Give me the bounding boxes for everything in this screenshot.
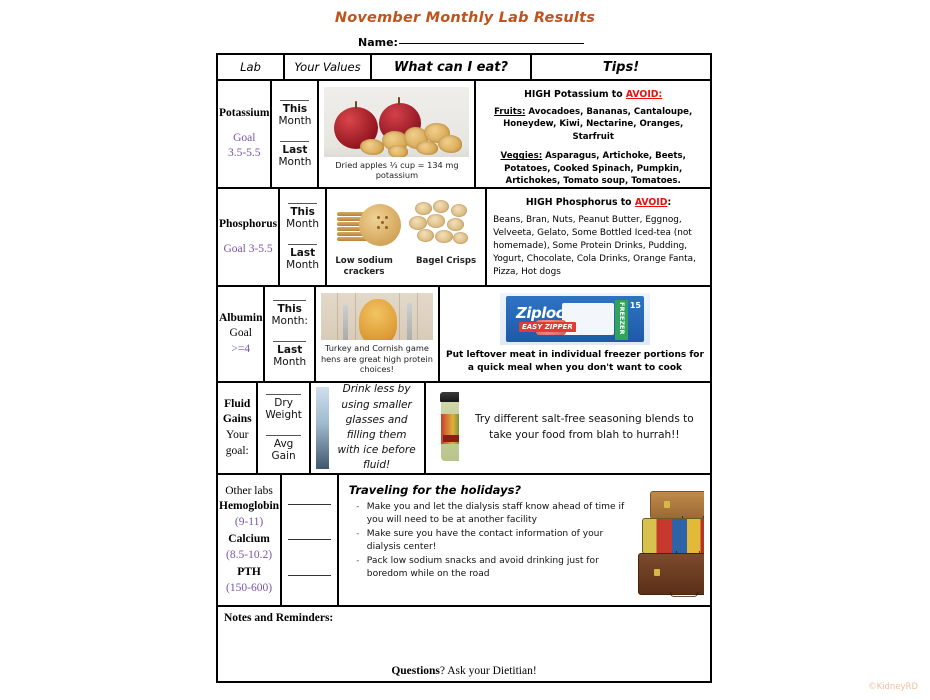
tips-cell-albumin (440, 287, 710, 381)
name-field-row (358, 36, 584, 49)
page-title: November Monthly Lab Results (334, 10, 596, 26)
values-cell-fluid-gains[interactable] (258, 383, 310, 473)
notes-section[interactable] (218, 607, 710, 681)
fluid-tip-note: Drink less by using smaller glasses and filling them with ice before fluid! (337, 383, 416, 472)
eat-cell-potassium (319, 81, 476, 187)
table-row-albumin (218, 287, 710, 383)
lab-goal-label-fluid-gains: Your goal: (225, 429, 249, 457)
lab-cell-other-labs (218, 475, 282, 605)
dry-weight-input-line[interactable] (266, 394, 300, 395)
lab-range-potassium: 3.5-5.5 (227, 147, 261, 160)
turkey-caption: Turkey and Cornish game hens are great high protein choices! (320, 343, 433, 375)
lab-goal-label-phosphorus: Goal 3-5.5 (223, 242, 273, 255)
traveling-section (339, 475, 710, 605)
traveling-title: Traveling for the holidays? (348, 483, 522, 497)
column-header-what-can-i-eat: What can I eat? (372, 55, 532, 79)
lab-cell-potassium (218, 81, 272, 187)
calcium-input-line[interactable] (288, 539, 331, 540)
veggies-list: Asparagus, Artichoke, Beets, Potatoes, Cooked Spinach, Pumpkin, Artichokes, Tomato soup, Tomatoes. (504, 151, 686, 187)
eat-cell-phosphorus (327, 189, 487, 285)
table-row-potassium (218, 81, 710, 189)
dried-apples-photo (324, 87, 469, 157)
notes-label: Notes and Reminders: (224, 612, 334, 624)
avg-gain-label: Avg Gain (271, 438, 296, 462)
lab-goal-label-potassium: Goal (233, 131, 256, 144)
lab-range-calcium: (8.5-10.2) (226, 548, 273, 561)
stacked-suitcases-photo (634, 483, 704, 601)
list-item (349, 528, 635, 554)
column-header-tips: Tips! (602, 59, 640, 75)
tips-cell-fluid-gains (426, 383, 710, 473)
lab-range-pth: (150-600) (226, 581, 273, 594)
name-label: Name: (358, 36, 398, 49)
list-item (349, 501, 635, 527)
avoid-keyword: AVOID (634, 197, 668, 208)
lab-range-albumin: >=4 (231, 342, 251, 355)
potassium-tip-heading: HIGH Potassium to AVOID: (524, 89, 663, 100)
traveling-item-text: Make sure you have the contact information of your dialysis center! (366, 528, 604, 552)
potassium-veggies-block (482, 150, 704, 187)
table-row-other-labs (218, 475, 710, 607)
bullet-marker: - (356, 528, 360, 539)
lab-name-phosphorus: Phosphorus (219, 217, 278, 230)
last-month-input-line-albumin[interactable] (273, 341, 305, 342)
fruits-label: Fruits: (494, 107, 526, 117)
last-month-input-line-phosphorus[interactable] (288, 244, 317, 245)
phosphorus-tip-heading: HIGH Phosphorus to AVOID: (525, 197, 672, 208)
eat-cell-albumin (316, 287, 440, 381)
table-header-row (218, 55, 710, 81)
pth-input-line[interactable] (288, 575, 331, 576)
values-cell-other-labs[interactable] (282, 475, 339, 605)
low-sodium-crackers-caption: Low sodium crackers (335, 255, 393, 277)
lab-cell-phosphorus (218, 189, 280, 285)
list-item (349, 555, 635, 581)
avoid-keyword: AVOID: (625, 89, 663, 100)
veggies-label: Veggies: (500, 151, 543, 162)
lab-name-fluid-gains: Fluid Gains (222, 397, 252, 426)
this-month-input-line-potassium[interactable] (280, 100, 309, 101)
ziploc-caption: Put leftover meat in individual freezer portions for a quick meal when you don't want to cook (446, 349, 704, 373)
fruits-list: Avocadoes, Bananas, Cantaloupe, Honeydew, Kiwi, Nectarine, Oranges, Starfruit (503, 107, 693, 142)
lab-range-hemoglobin: (9-11) (234, 515, 264, 528)
table-row-fluid-gains (218, 383, 710, 475)
this-month-label-potassium: This Month (278, 103, 312, 127)
values-cell-phosphorus[interactable] (280, 189, 327, 285)
column-header-lab: Lab (218, 55, 285, 79)
tips-cell-phosphorus (487, 189, 710, 285)
questions-rest: ? Ask your Dietitian! (439, 665, 537, 677)
other-labs-heading: Other labs (225, 484, 273, 497)
questions-footer (218, 665, 710, 677)
traveling-list (349, 501, 635, 580)
bullet-marker: - (356, 502, 360, 512)
hemoglobin-input-line[interactable] (288, 504, 331, 505)
table-row-phosphorus (218, 189, 710, 287)
last-month-input-line-potassium[interactable] (280, 141, 309, 142)
this-month-label-albumin: This Month: (271, 303, 308, 327)
seasoning-tip-note: Try different salt-free seasoning blends to take your food from blah to hurrah!! (475, 413, 694, 441)
lab-results-table (216, 53, 712, 683)
bagel-crisps-caption: Bagel Crisps (416, 255, 477, 266)
values-cell-albumin[interactable] (265, 287, 315, 381)
phosphorus-avoid-list: Beans, Bran, Nuts, Peanut Butter, Eggnog, Velveeta, Gelato, Some Bottled Iced-tea (not homemade), Some Protein Drinks, Pudding, Yogurt, Chocolate, Cola Drinks, Orange Fanta, Pizza, Hot dogs (493, 215, 696, 277)
lab-goal-label-albumin: Goal (229, 327, 252, 340)
copyright-footer: ©KidneyRD (868, 682, 918, 692)
salt-free-seasoning-jar-photo (434, 388, 459, 468)
eat-cell-fluid-gains (311, 383, 426, 473)
this-month-input-line-phosphorus[interactable] (288, 203, 317, 204)
column-header-your-values: Your Values (285, 55, 372, 79)
ziploc-freezer-bags-box-photo: Ziploc EASY ZIPPER FREEZER 15 (500, 293, 650, 345)
roast-turkey-photo (321, 293, 433, 340)
name-input-line[interactable] (399, 43, 584, 44)
lab-name-hemoglobin: Hemoglobin (219, 500, 280, 513)
this-month-label-phosphorus: This Month (286, 206, 320, 230)
last-month-label-albumin: Last Month (273, 344, 307, 368)
crackers-and-bagel-crisps-photo (331, 196, 481, 250)
last-month-label-potassium: Last Month (278, 144, 312, 168)
dried-apples-caption: Dried apples ⅓ cup = 134 mg potassium (335, 159, 459, 181)
lab-name-pth: PTH (237, 566, 261, 579)
lab-cell-albumin (218, 287, 265, 381)
values-cell-potassium[interactable] (272, 81, 319, 187)
questions-bold: Questions (391, 665, 440, 677)
this-month-input-line-albumin[interactable] (273, 300, 305, 301)
bullet-marker: - (356, 555, 360, 566)
lab-name-potassium: Potassium (219, 107, 270, 120)
traveling-item-text: Make you and let the dialysis staff know ahead of time if you will need to be at another facility (366, 502, 625, 525)
lab-name-albumin: Albumin (219, 311, 263, 324)
water-pouring-into-glass-photo (316, 387, 329, 469)
lab-name-calcium: Calcium (228, 533, 270, 546)
avg-gain-input-line[interactable] (266, 435, 300, 436)
dry-weight-label: Dry Weight (265, 397, 302, 421)
potassium-fruits-block (482, 106, 704, 143)
lab-cell-fluid-gains (218, 383, 258, 473)
last-month-label-phosphorus: Last Month (286, 247, 320, 271)
traveling-item-text: Pack low sodium snacks and avoid drinking just for boredom while on the road (366, 555, 599, 579)
tips-cell-potassium (476, 81, 710, 187)
